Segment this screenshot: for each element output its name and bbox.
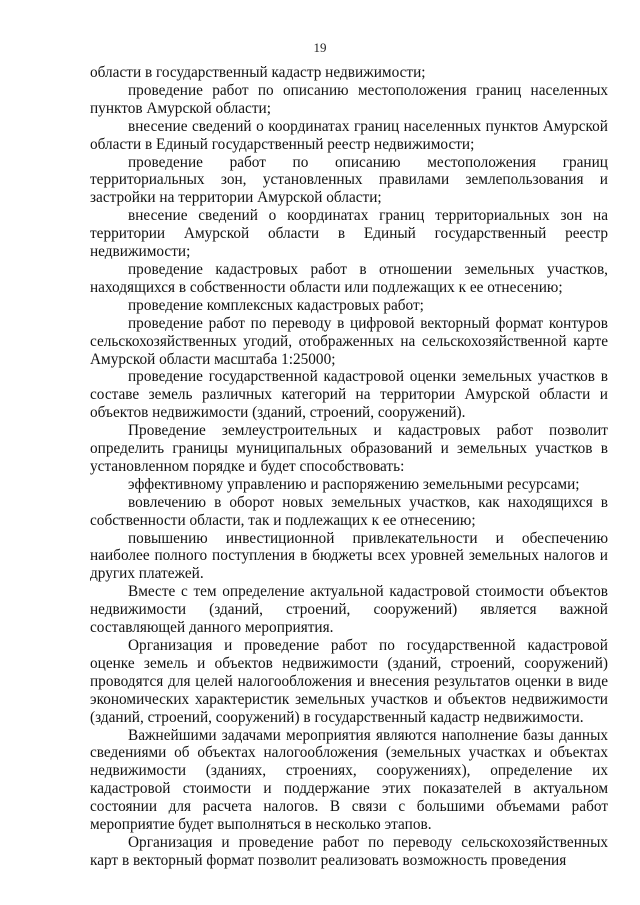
paragraph: проведение комплексных кадастровых работ; [128,296,424,314]
paragraph: Вместе с тем определение актуальной кадастровой стоимости объектов недвижимости (зданий, строений, сооружений) является важной составляющей данного мероприятия. [90,583,608,637]
paragraph: Важнейшими задачами мероприятия являются наполнение базы данных сведениями об объектах налогообложения (земельных участках и объектах недвижимости (зданиях, строениях, сооружениях), определение их кадастровой стоимости и поддержание этих показателей в актуальном состоянии для расчета налогов. В связи с большими объемами работ мероприятие будет выполняться в несколько этапов. [90,726,608,834]
paragraph: проведение работ по переводу в цифровой векторный формат контуров сельскохозяйственных угодий, отображенных на сельскохозяйственной карте Амурской области масштаба 1:25000; [90,314,608,368]
body-text [90,64,608,870]
paragraph: Организация и проведение работ по переводу сельскохозяйственных карт в векторный формат позволит реализовать возможность проведения [90,833,608,869]
paragraph: проведение работ по описанию местоположения границ территориальных зон, установленных правилами землепользования и застройки на территории Амурской области; [90,153,608,207]
paragraph: эффективному управлению и распоряжению земельными ресурсами; [128,475,580,493]
paragraph: внесение сведений о координатах границ населенных пунктов Амурской области в Единый государственный реестр недвижимости; [90,117,608,153]
page-number: 19 [313,40,327,55]
paragraph: Проведение землеустроительных и кадастровых работ позволит определить границы муниципальных образований и земельных участков в установленном порядке и будет способствовать: [90,422,608,475]
paragraph: Организация и проведение работ по государственной кадастровой оценке земель и объектов недвижимости (зданий, строений, сооружений) проводятся для целей налогообложения и внесения результатов оценки в виде экономических характеристик земельных участков и объектов недвижимости (зданий, строений, сооружений) в государственный кадастр недвижимости. [90,637,608,726]
paragraph: области в государственный кадастр недвижимости; [90,64,426,81]
paragraph: внесение сведений о координатах границ территориальных зон на территории Амурской области в Единый государственный реестр недвижимости; [90,207,608,261]
paragraph: проведение кадастровых работ в отношении земельных участков, находящихся в собственности области или подлежащих к ее отнесению; [90,260,608,296]
paragraph: вовлечению в оборот новых земельных участков, как находящихся в собственности области, так и подлежащих к ее отнесению; [90,493,608,529]
paragraph: проведение государственной кадастровой оценки земельных участков в составе земель различных категорий на территории Амурской области и объектов недвижимости (зданий, строений, сооружений). [90,368,608,422]
paragraph: повышению инвестиционной привлекательности и обеспечению наиболее полного поступления в бюджеты всех уровней земельных налогов и других платежей. [90,529,608,583]
paragraph: проведение работ по описанию местоположения границ населенных пунктов Амурской области; [90,81,608,117]
